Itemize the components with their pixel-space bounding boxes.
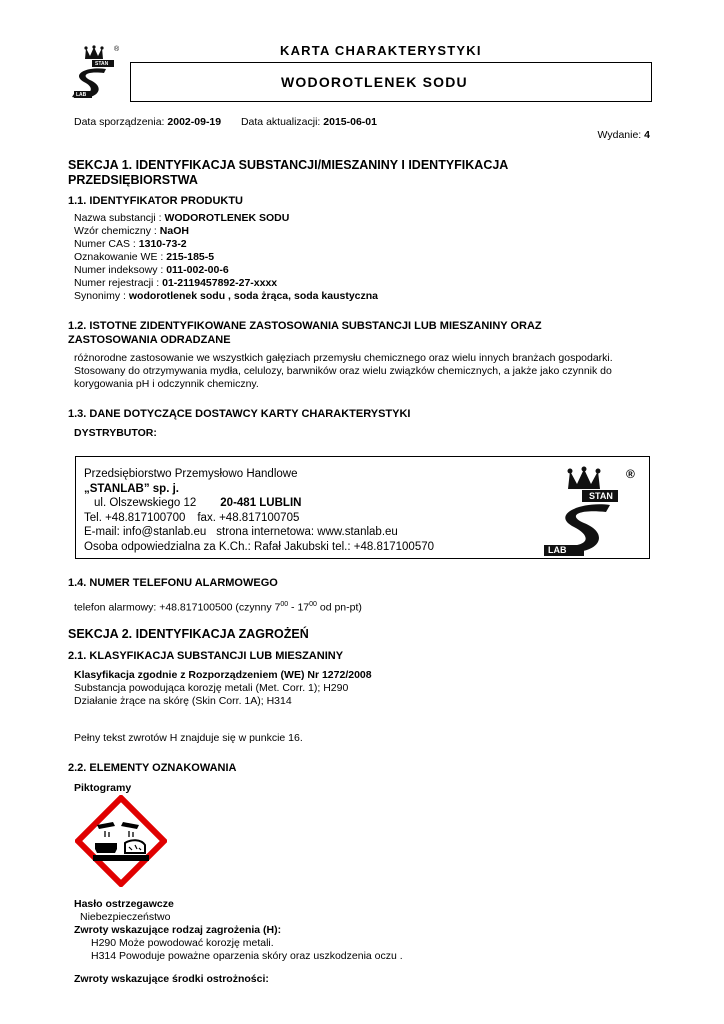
logo-registered-mark: ® <box>114 46 120 53</box>
identified-uses-text: różnorodne zastosowanie we wszystkich gałęziach przemysłu chemicznego oraz wielu innych branżach gospodarki. Stosowany do otrzymywania mydła, celulozy, barwników oraz wielu związków chemicznych, a jakże jako czynnik do korygowania pH i odczynnik chemiczny. <box>74 352 613 390</box>
distributor-label: DYSTRYBUTOR: <box>74 427 157 439</box>
hazard-statements-label: Zwroty wskazujące rodzaj zagrożenia (H): <box>74 924 282 936</box>
supplier-responsible-person: Osoba odpowiedzialna za K.Ch.: Rafał Jakubski tel.: +48.817100570 <box>84 540 435 553</box>
section-1-title <box>68 158 508 188</box>
updated-date: 2015-06-01 <box>323 116 377 128</box>
product-identifier-list <box>74 212 378 303</box>
supplier-box <box>75 456 650 559</box>
hazard-statement-h314: H314 Powoduje poważne oparzenia skóry oraz uszkodzenia oczu . <box>91 950 403 962</box>
header-logo <box>62 44 126 100</box>
supplier-name: „STANLAB” sp. j. <box>84 482 179 495</box>
logo-registered-mark: ® <box>626 467 635 481</box>
subsection-1-2-heading: 1.2. ISTOTNE ZIDENTYFIKOWANE ZASTOSOWANIA SUBSTANCJI LUB MIESZANINY ORAZ ZASTOSOWANIA ODRADZANE <box>68 320 542 346</box>
subsection-1-4-heading: 1.4. NUMER TELEFONU ALARMOWEGO <box>68 577 278 589</box>
emergency-phone: telefon alarmowy: +48.817100500 (czynny $7^{00} - 17^{00}$ od pn-pt) <box>74 601 362 614</box>
logo-lab-text: LAB <box>76 92 87 98</box>
document-dates <box>74 116 377 129</box>
created-date: 2002-09-19 <box>167 116 222 128</box>
signal-word-label: Hasło ostrzegawcze <box>74 898 174 910</box>
field-index-number: Numer indeksowy : 011-002-00-6 <box>74 264 229 276</box>
h-statements-note: Pełny tekst zwrotów H znajduje się w punkcie 16. <box>74 732 303 744</box>
section-2-title: SEKCJA 2. IDENTYFIKACJA ZAGROŻEŃ <box>68 627 309 641</box>
pictograms-label: Piktogramy <box>74 782 132 794</box>
classification-h290: Substancja powodująca korozję metali (Met. Corr. 1); H290 <box>74 682 349 694</box>
field-cas-number: Numer CAS : 1310-73-2 <box>74 238 187 250</box>
supplier-details <box>84 467 434 554</box>
logo-stan-text: STAN <box>95 61 109 67</box>
supplier-company: Przedsiębiorstwo Przemysłowo Handlowe <box>84 468 298 480</box>
supplier-email-link[interactable]: E-mail: info@stanlab.eu <box>84 526 207 538</box>
product-title-box <box>130 62 652 102</box>
subsection-1-1-heading: 1.1. IDENTYFIKATOR PRODUKTU <box>68 195 243 207</box>
supplier-address: ul. Olszewskiego 12 20-481 LUBLIN <box>94 497 302 509</box>
label-elements-text <box>74 898 403 963</box>
field-chemical-formula: Wzór chemiczny : NaOH <box>74 225 189 237</box>
edition <box>598 129 650 142</box>
logo-stan-text: STAN <box>589 491 613 501</box>
field-registration-number: Numer rejestracji : 01-2119457892-27-xxxx <box>74 277 278 289</box>
field-substance-name: Nazwa substancji : WODOROTLENEK SODU <box>74 212 290 224</box>
supplier-contact-web <box>84 525 434 540</box>
created-label: Data sporządzenia: <box>74 116 165 128</box>
classification-h314: Działanie żrące na skórę (Skin Corr. 1A); H314 <box>74 695 292 707</box>
field-synonyms: Synonimy : wodorotlenek sodu , soda żrąca, soda kaustyczna <box>74 290 379 302</box>
precautionary-statements-label: Zwroty wskazujące środki ostrożności: <box>74 973 269 985</box>
field-ec-number: Oznakowanie WE : 215-185-5 <box>74 251 215 263</box>
edition-label: Wydanie: <box>597 129 642 141</box>
product-title: WODOROTLENEK SODU <box>281 74 468 90</box>
edition-value: 4 <box>644 129 650 141</box>
document-type-title: KARTA CHARAKTERYSTYKI <box>280 43 482 58</box>
section-1-title-line2: PRZEDSIĘBIORSTWA <box>68 173 198 187</box>
section-1-title-line1: SEKCJA 1. IDENTYFIKACJA SUBSTANCJI/MIESZANINY I IDENTYFIKACJA <box>68 158 509 172</box>
subsection-2-2-heading: 2.2. ELEMENTY OZNAKOWANIA <box>68 762 237 774</box>
updated-label: Data aktualizacji: <box>240 116 321 128</box>
subsection-2-1-heading: 2.1. KLASYFIKACJA SUBSTANCJI LUB MIESZANINY <box>68 650 344 662</box>
supplier-website-link[interactable]: strona internetowa: www.stanlab.eu <box>216 526 398 538</box>
ghs05-corrosion-icon <box>75 795 167 887</box>
hazard-statement-h290: H290 Może powodować korozję metali. <box>91 937 274 949</box>
signal-word-value: Niebezpieczeństwo <box>80 911 171 923</box>
subsection-1-3-heading: 1.3. DANE DOTYCZĄCE DOSTAWCY KARTY CHARAKTERYSTYKI <box>68 408 411 420</box>
supplier-phones: Tel. +48.817100700 fax. +48.817100705 <box>84 511 300 524</box>
classification-block <box>74 669 372 708</box>
supplier-logo <box>544 465 644 557</box>
logo-lab-text: LAB <box>548 545 567 555</box>
classification-title: Klasyfikacja zgodnie z Rozporządzeniem (WE) Nr 1272/2008 <box>74 669 372 681</box>
